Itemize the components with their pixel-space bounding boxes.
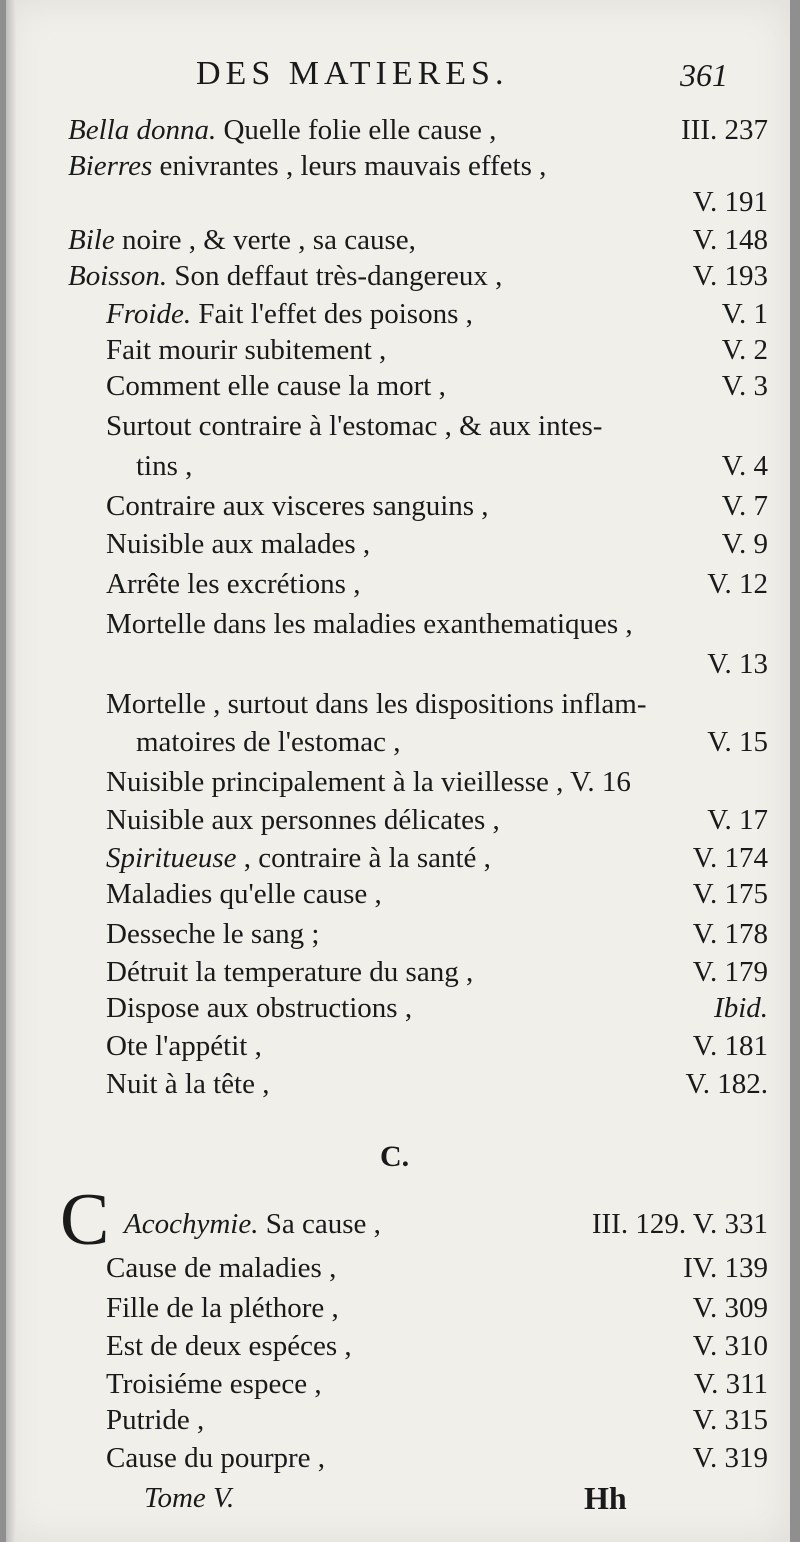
entry-line (106, 606, 633, 642)
index-entry (6, 916, 790, 952)
entry-line (106, 296, 473, 332)
entry-text: Est de deux espéces , (106, 1330, 352, 1362)
entry-reference: V. 17 (707, 804, 768, 836)
entry-reference: IV. 139 (683, 1252, 768, 1284)
entry-reference: V. 309 (692, 1292, 768, 1324)
entry-reference: V. 2 (721, 334, 768, 366)
index-entry (6, 184, 790, 220)
entry-reference: V. 7 (721, 490, 768, 522)
book-page (6, 0, 790, 1542)
index-entry (6, 222, 790, 258)
entry-line (106, 1440, 325, 1476)
entry-line (106, 802, 500, 838)
entry-line (106, 1402, 204, 1438)
index-entry (6, 802, 790, 838)
entry-text: Quelle folie elle cause , (216, 114, 497, 146)
entry-text: Putride , (106, 1404, 205, 1436)
entry-reference: III. 129. V. 331 (591, 1208, 768, 1240)
entry-text: noire , & verte , sa cause, (114, 224, 416, 256)
index-entry (6, 296, 790, 332)
entry-text: Cause du pourpre , (106, 1442, 326, 1474)
entry-reference: V. 191 (692, 186, 768, 218)
entry-line (136, 448, 192, 484)
entry-text: Fille de la pléthore , (106, 1292, 339, 1324)
entry-reference: V. 178 (692, 918, 768, 950)
signature-mark: Hh (584, 1480, 627, 1516)
entry-term: Acochymie. (124, 1208, 259, 1240)
index-entry (6, 1066, 790, 1102)
entry-line (106, 1290, 339, 1326)
index-entry (6, 332, 790, 368)
entry-reference: V. 1 (721, 298, 768, 330)
entry-term: Bierres (68, 150, 153, 182)
entry-reference: V. 3 (721, 370, 768, 402)
index-entry (6, 1250, 790, 1286)
entry-line (106, 954, 473, 990)
entry-text: Sa cause , (258, 1208, 381, 1240)
index-entry (6, 1290, 790, 1326)
index-entry (6, 724, 790, 760)
index-entry (6, 990, 790, 1026)
entry-reference: Ibid. (714, 992, 768, 1024)
entry-line (106, 876, 382, 912)
index-entry (6, 876, 790, 912)
entry-text: Nuisible aux malades , (106, 528, 371, 560)
entry-line (106, 332, 386, 368)
entry-reference: III. 237 (681, 114, 768, 146)
entry-reference: V. 12 (707, 568, 768, 600)
entry-line (106, 1366, 322, 1402)
entry-text: Détruit la temperature du sang , (106, 956, 474, 988)
entry-text: Nuisible principalement à la vieillesse , V. 16 (106, 766, 631, 798)
entry-line (106, 1328, 352, 1364)
entry-reference: V. 9 (721, 528, 768, 560)
entry-line (106, 1028, 262, 1064)
entry-text: matoires de l'estomac , (136, 726, 401, 758)
entry-text: Maladies qu'elle cause , (106, 878, 382, 910)
entry-reference: V. 4 (721, 450, 768, 482)
entry-text: Cause de maladies , (106, 1252, 337, 1284)
index-entry (6, 1206, 790, 1242)
entry-line (124, 1206, 381, 1242)
entry-reference: V. 310 (692, 1330, 768, 1362)
entry-reference: V. 175 (692, 878, 768, 910)
entry-term: Spiritueuse (106, 842, 237, 874)
entry-line (68, 112, 496, 148)
entry-line (106, 566, 360, 602)
entry-term: Boisson. (68, 260, 168, 292)
index-entry (6, 566, 790, 602)
index-entry (6, 686, 790, 722)
index-entry (6, 148, 790, 184)
index-entry (6, 606, 790, 642)
entry-term: Bella donna. (68, 114, 217, 146)
entry-text: Son deffaut très-dangereux , (167, 260, 503, 292)
entry-reference: V. 182. (685, 1068, 768, 1100)
entry-line (106, 686, 646, 722)
entry-reference: V. 181 (692, 1030, 768, 1062)
index-entry (6, 448, 790, 484)
entry-line (106, 1066, 269, 1102)
entry-line (106, 764, 631, 800)
index-entry (6, 646, 790, 682)
entry-text: Surtout contraire à l'estomac , & aux intes- (106, 410, 603, 442)
entry-text: tins , (136, 450, 193, 482)
entry-text: Mortelle , surtout dans les dispositions inflam- (106, 688, 647, 720)
entry-text: Nuisible aux personnes délicates , (106, 804, 500, 836)
entry-text: enivrantes , leurs mauvais effets , (152, 150, 547, 182)
entry-text: Nuit à la tête , (106, 1068, 270, 1100)
index-entry (6, 526, 790, 562)
index-entry (6, 1402, 790, 1438)
index-entry (6, 258, 790, 294)
entry-text: Desseche le sang ; (106, 918, 320, 950)
volume-label: Tome V. (144, 1482, 235, 1514)
page-number: 361 (680, 57, 728, 93)
index-entry (6, 764, 790, 800)
entry-text: Dispose aux obstructions , (106, 992, 413, 1024)
drop-cap: C (60, 1179, 110, 1261)
entry-reference: V. 311 (693, 1368, 768, 1400)
section-heading: C. (380, 1140, 410, 1173)
entry-text: Arrête les excrétions , (106, 568, 361, 600)
entry-line (136, 724, 401, 760)
entry-line (106, 990, 412, 1026)
index-entry (6, 1366, 790, 1402)
entry-text: Fait l'effet des poisons , (191, 298, 473, 330)
entry-reference: V. 15 (707, 726, 768, 758)
entry-line (68, 222, 416, 258)
entry-line (106, 488, 489, 524)
entry-text: Troisiéme espece , (106, 1368, 322, 1400)
entry-reference: V. 174 (692, 842, 768, 874)
entry-line (106, 368, 446, 404)
index-entry (6, 1440, 790, 1476)
entry-reference: V. 319 (692, 1442, 768, 1474)
index-entries (6, 0, 790, 1542)
entry-term: Froide. (106, 298, 192, 330)
index-entry (6, 954, 790, 990)
index-entry (6, 1028, 790, 1064)
entry-line (106, 840, 491, 876)
index-entry (6, 488, 790, 524)
index-entry (6, 840, 790, 876)
index-entry (6, 408, 790, 444)
entry-text: Ote l'appétit , (106, 1030, 262, 1062)
index-entry (6, 368, 790, 404)
entry-text: Contraire aux visceres sanguins , (106, 490, 489, 522)
entry-text: Comment elle cause la mort , (106, 370, 446, 402)
entry-term: Bile (68, 224, 115, 256)
index-entry (6, 112, 790, 148)
entry-reference: V. 193 (692, 260, 768, 292)
entry-text: , contraire à la santé , (236, 842, 491, 874)
entry-line (106, 408, 602, 444)
entry-line (106, 916, 319, 952)
entry-reference: V. 148 (692, 224, 768, 256)
entry-line (68, 258, 502, 294)
entry-reference: V. 179 (692, 956, 768, 988)
entry-reference: V. 315 (692, 1404, 768, 1436)
entry-line (106, 526, 370, 562)
entry-line (106, 1250, 336, 1286)
index-entry (6, 1328, 790, 1364)
header-title: DES MATIERES. (196, 55, 509, 92)
entry-text: Fait mourir subitement , (106, 334, 387, 366)
entry-text: Mortelle dans les maladies exanthematiques , (106, 608, 633, 640)
entry-reference: V. 13 (707, 648, 768, 680)
entry-line (68, 148, 546, 184)
